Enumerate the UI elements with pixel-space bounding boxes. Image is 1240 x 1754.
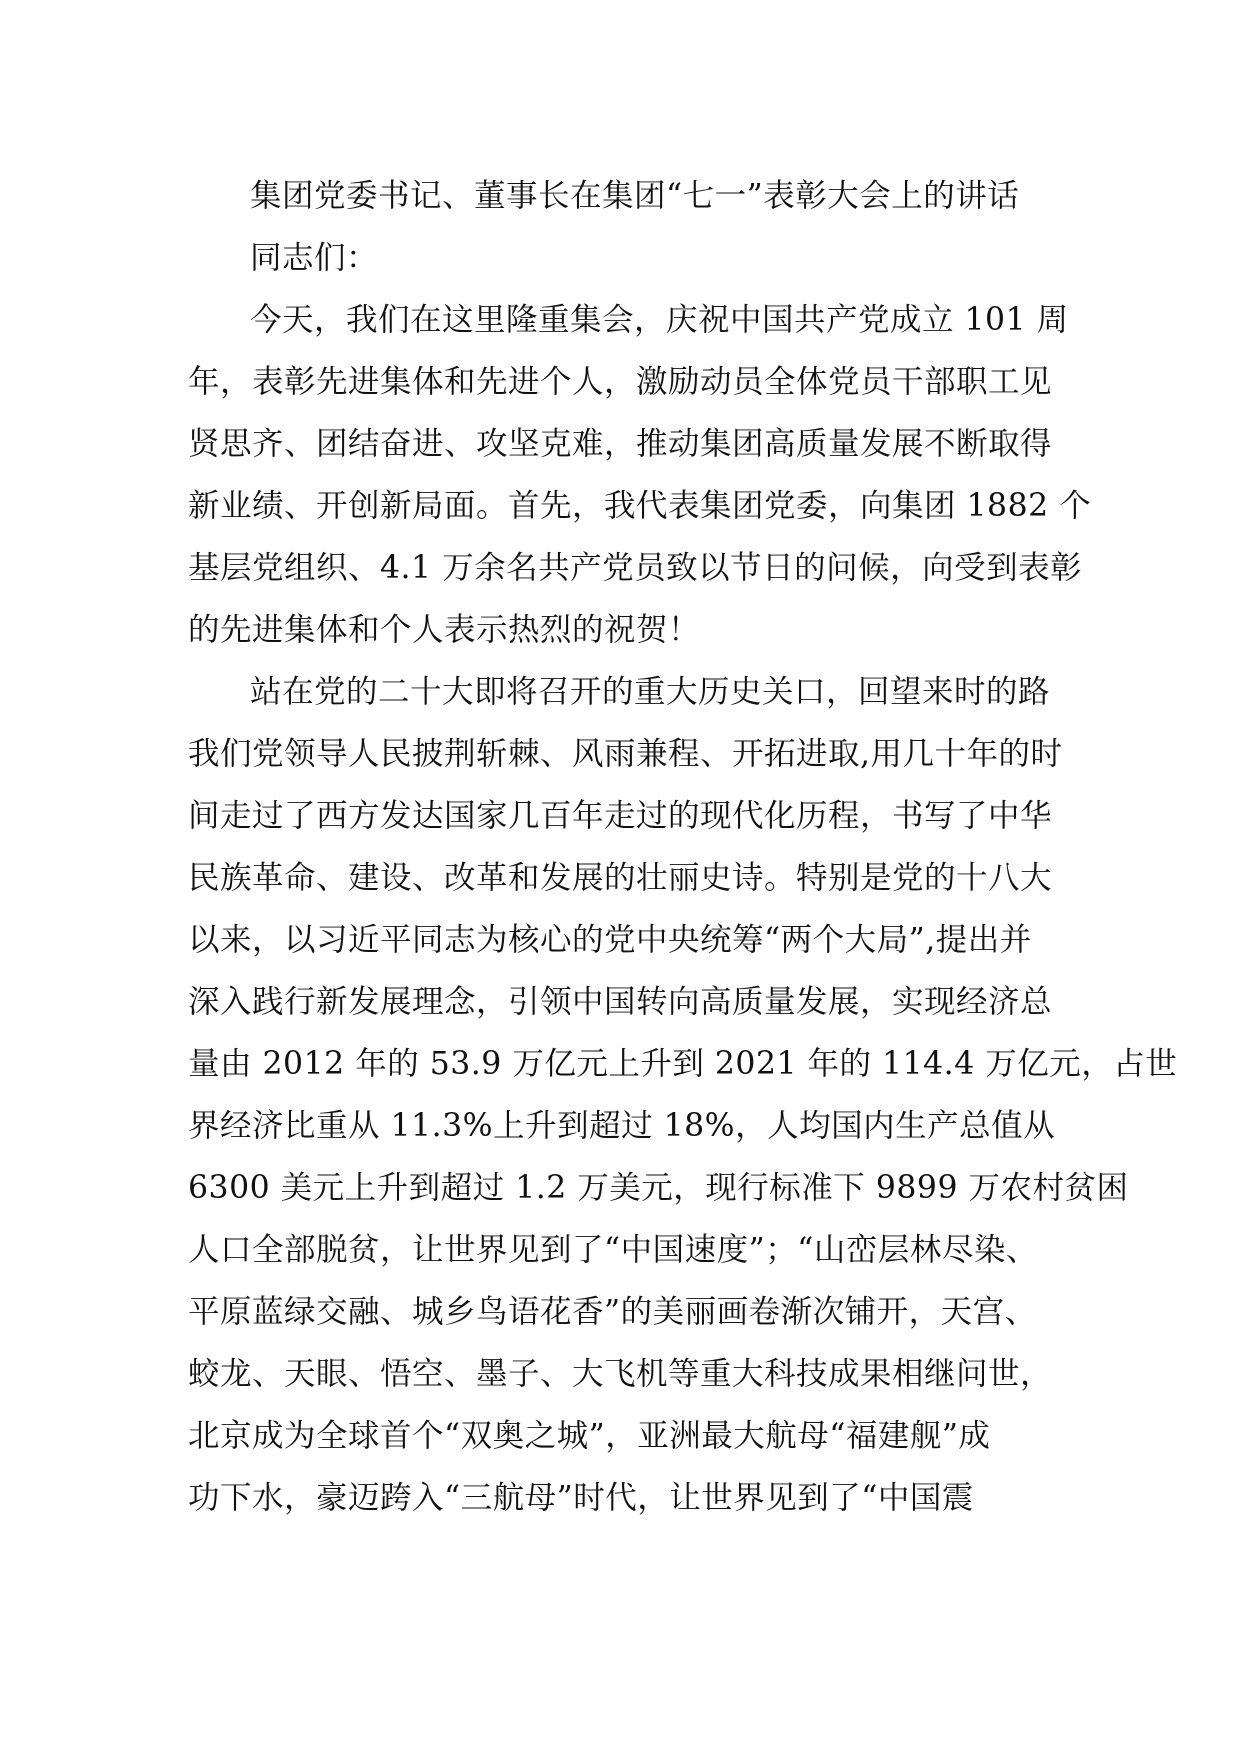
paragraph-2-line-12: 蛟龙、天眼、悟空、墨子、大飞机等重大科技成果相继问世， [188,1356,1053,1392]
paragraph-2-line-3: 间走过了西方发达国家几百年走过的现代化历程，书写了中华 [188,798,1053,834]
paragraph-2-line-5: 以来，以习近平同志为核心的党中央统筹“两个大局”,提出并 [188,922,1032,958]
document-title: 集团党委书记、董事长在集团“七一”表彰大会上的讲话 [250,178,1020,214]
paragraph-1-line-1: 今天，我们在这里隆重集会，庆祝中国共产党成立 101 周 [250,302,1069,338]
paragraph-2-line-2: 我们党领导人民披荆斩棘、风雨兼程、开拓进取,用几十年的时 [188,736,1063,772]
paragraph-2-line-1: 站在党的二十大即将召开的重大历史关口，回望来时的路 [250,674,1051,710]
paragraph-2-line-6: 深入践行新发展理念，引领中国转向高质量发展，实现经济总 [188,984,1053,1020]
paragraph-2-line-13: 北京成为全球首个“双奥之城”，亚洲最大航母“福建舰”成 [188,1418,991,1454]
paragraph-2-line-7: 量由 2012 年的 53.9 万亿元上升到 2021 年的 114.4 万亿元，占世 [188,1046,1178,1082]
paragraph-1-line-5: 基层党组织、4.1 万余名共产党员致以节日的问候，向受到表彰 [188,550,1083,586]
salutation: 同志们： [250,240,379,276]
paragraph-2-line-11: 平原蓝绿交融、城乡鸟语花香”的美丽画卷渐次铺开，天宫、 [188,1294,1037,1330]
paragraph-2-line-14: 功下水，豪迈跨入“三航母”时代，让世界见到了“中国震 [188,1480,974,1516]
paragraph-2-line-4: 民族革命、建设、改革和发展的壮丽史诗。特别是党的十八大 [188,860,1053,896]
paragraph-2-line-8: 界经济比重从 11.3%上升到超过 18%，人均国内生产总值从 [188,1108,1056,1144]
paragraph-1-line-3: 贤思齐、团结奋进、攻坚克难，推动集团高质量发展不断取得 [188,426,1053,462]
paragraph-2-line-9: 6300 美元上升到超过 1.2 万美元，现行标准下 9899 万农村贫困 [188,1170,1129,1206]
paragraph-1-line-4: 新业绩、开创新局面。首先，我代表集团党委，向集团 1882 个 [188,488,1092,524]
paragraph-1-line-6: 的先进集体和个人表示热烈的祝贺！ [188,612,701,648]
paragraph-1-line-2: 年，表彰先进集体和先进个人，激励动员全体党员干部职工见 [188,364,1053,400]
paragraph-2-line-10: 人口全部脱贫，让世界见到了“中国速度”；“山峦层林尽染、 [188,1232,1038,1268]
